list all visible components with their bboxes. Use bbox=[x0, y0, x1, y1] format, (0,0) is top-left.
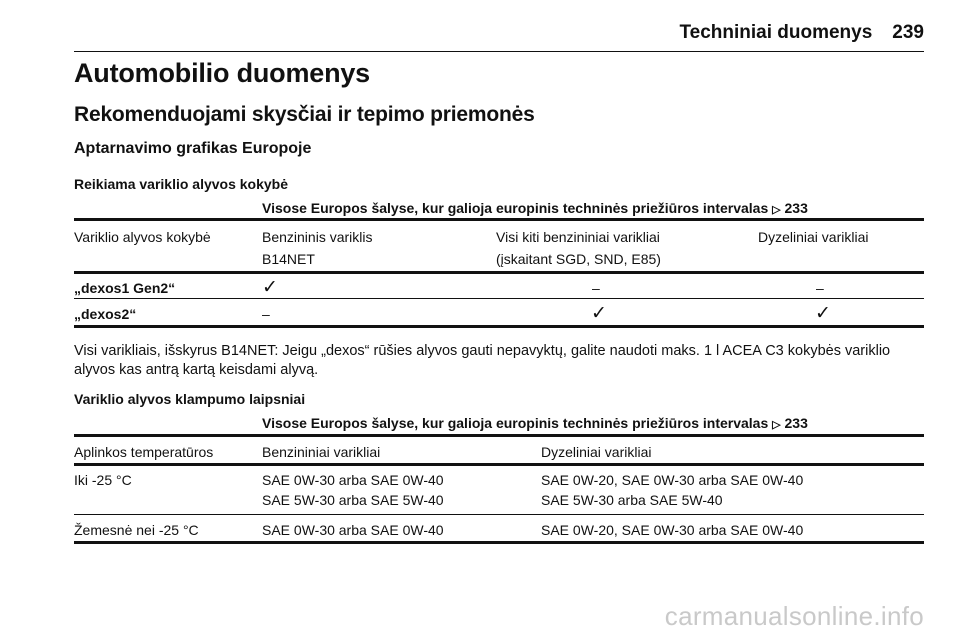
row-temp: Žemesnė nei -25 °C bbox=[74, 522, 199, 538]
col-header-petrol: Benzininiai varikliai bbox=[262, 444, 381, 460]
dash-mark: – bbox=[816, 280, 824, 296]
col-header-other-petrol: Visi kiti benzininiai varikliai bbox=[496, 229, 660, 245]
table-bottom-rule bbox=[74, 325, 924, 328]
section-title: Techniniai duomenys bbox=[679, 22, 873, 43]
col-header-petrol-b14net-sub: B14NET bbox=[262, 251, 315, 267]
page-number: 239 bbox=[892, 22, 924, 43]
quality-table-caption: Visose Europos šalyse, kur galioja europinis techninės priežiūros intervalas ▷ 233 bbox=[262, 200, 808, 216]
header-rule bbox=[74, 51, 924, 52]
check-icon: ✓ bbox=[262, 277, 278, 298]
table-bottom-rule bbox=[74, 541, 924, 544]
triangle-arrow-icon[interactable]: ▷ bbox=[772, 419, 781, 431]
caption-page-ref[interactable]: 233 bbox=[784, 200, 808, 216]
viscosity-table-caption: Visose Europos šalyse, kur galioja europinis techninės priežiūros intervalas ▷ 233 bbox=[262, 415, 808, 431]
check-icon: ✓ bbox=[815, 303, 831, 324]
row-petrol-grade-alt: SAE 5W-30 arba SAE 5W-40 bbox=[262, 492, 444, 508]
caption-page-ref[interactable]: 233 bbox=[784, 415, 808, 431]
heading-section: Aptarnavimo grafikas Europoje bbox=[74, 140, 312, 157]
heading-sub: Rekomenduojami skysčiai ir tepimo priemonės bbox=[74, 103, 535, 126]
heading-main: Automobilio duomenys bbox=[74, 58, 370, 88]
running-header bbox=[679, 22, 924, 44]
heading-viscosity: Variklio alyvos klampumo laipsniai bbox=[74, 391, 306, 407]
col-header-diesel: Dyzeliniai varikliai bbox=[758, 229, 869, 245]
dash-mark: – bbox=[262, 306, 270, 322]
row-name-dexos1: „dexos1 Gen2“ bbox=[74, 280, 176, 296]
note-paragraph: Visi varikliais, išskyrus B14NET: Jeigu „dexos“ rūšies alyvos gauti nepavyktų, galite naudoti maks. 1 l ACEA C3 kokybės variklio alyvos kas antrą kartą keisdami alyvą. bbox=[74, 343, 891, 378]
col-header-diesel: Dyzeliniai varikliai bbox=[541, 444, 652, 460]
col-header-petrol-b14net: Benzininis variklis bbox=[262, 229, 373, 245]
row-petrol-grade: SAE 0W-30 arba SAE 0W-40 bbox=[262, 522, 444, 538]
row-rule bbox=[74, 514, 924, 515]
dash-mark: – bbox=[592, 280, 600, 296]
row-diesel-grade: SAE 0W-20, SAE 0W-30 arba SAE 0W-40 bbox=[541, 472, 804, 488]
check-icon: ✓ bbox=[591, 303, 607, 324]
heading-oil-quality: Reikiama variklio alyvos kokybė bbox=[74, 176, 289, 192]
table-top-rule bbox=[74, 434, 924, 437]
row-diesel-grade-alt: SAE 5W-30 arba SAE 5W-40 bbox=[541, 492, 723, 508]
row-name-dexos2: „dexos2“ bbox=[74, 306, 137, 322]
header-bottom-rule bbox=[74, 463, 924, 466]
col-header-temperature: Aplinkos temperatūros bbox=[74, 444, 214, 460]
row-temp: Iki -25 °C bbox=[74, 472, 132, 488]
header-bottom-rule bbox=[74, 271, 924, 274]
row-rule bbox=[74, 298, 924, 299]
table-top-rule bbox=[74, 218, 924, 221]
col-header-other-petrol-sub: (įskaitant SGD, SND, E85) bbox=[496, 251, 661, 267]
col-header-quality: Variklio alyvos kokybė bbox=[74, 229, 211, 245]
row-diesel-grade: SAE 0W-20, SAE 0W-30 arba SAE 0W-40 bbox=[541, 522, 804, 538]
watermark: carmanualsonline.info bbox=[664, 601, 924, 631]
row-petrol-grade: SAE 0W-30 arba SAE 0W-40 bbox=[262, 472, 444, 488]
triangle-arrow-icon[interactable]: ▷ bbox=[772, 204, 781, 216]
